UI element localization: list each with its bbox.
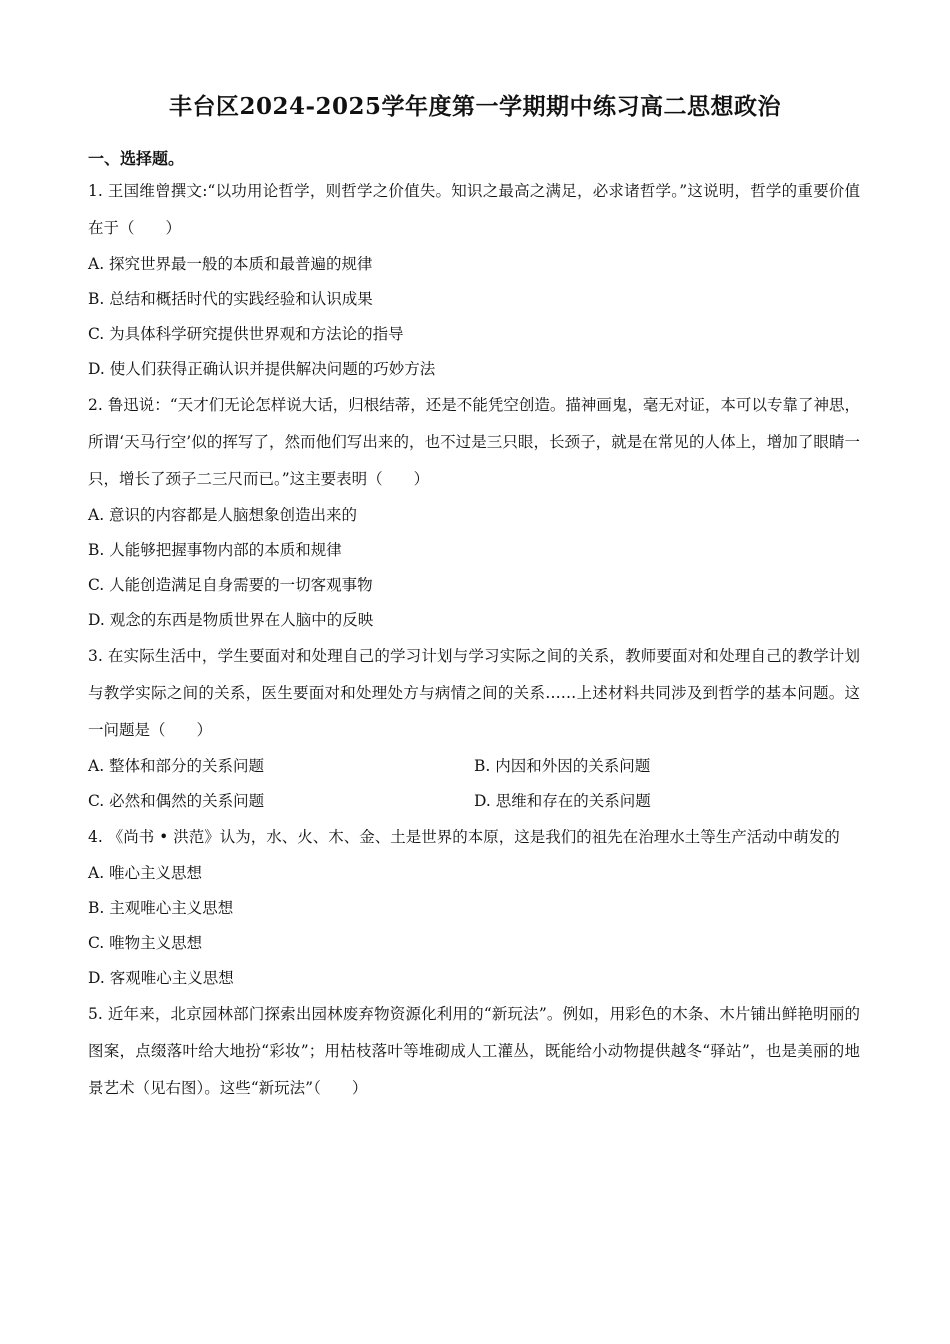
option-c: C. 唯物主义思想 [88,934,203,952]
option-b: B. 主观唯心主义思想 [88,899,234,917]
option-a: A. 整体和部分的关系问题 [88,757,265,775]
option-a: A. 探究世界最一般的本质和最普遍的规律 [88,255,373,273]
question-stem: 4. 《尚书 • 洪范》认为，水、火、木、金、土是世界的本原，这是我们的祖先在治理水土等生产活动中萌发的 [88,828,840,846]
option-c: C. 人能创造满足自身需要的一切客观事物 [88,576,373,594]
option-b: B. 内因和外因的关系问题 [474,757,651,775]
question-1 [88,173,860,387]
question-stem: 1. 王国维曾撰文:“以功用论哲学，则哲学之价值失。知识之最高之满足，必求诸哲学。”这说明，哲学的重要价值在于（ ） [88,182,860,237]
option-row [88,784,860,819]
option-a: A. 意识的内容都是人脑想象创造出来的 [88,506,358,524]
option-b: B. 总结和概括时代的实践经验和认识成果 [88,290,373,308]
option-d: D. 观念的东西是物质世界在人脑中的反映 [88,611,374,629]
option-d: D. 思维和存在的关系问题 [474,792,651,810]
question-4 [88,819,860,996]
question-stem: 5. 近年来，北京园林部门探索出园林废弃物资源化利用的“新玩法”。例如，用彩色的木条、木片铺出鲜艳明丽的图案，点缀落叶给大地扮“彩妆”；用枯枝落叶等堆砌成人工灌丛，既能给小动物提供越冬“驿站”，也是美丽的地景艺术（见右图）。这些“新玩法”（ ） [88,1005,860,1097]
question-stem: 2. 鲁迅说：“天才们无论怎样说大话，归根结蒂，还是不能凭空创造。描神画鬼，毫无对证，本可以专靠了神思，所谓‘天马行空’似的挥写了，然而他们写出来的，也不过是三只眼，长颈子，就是在常见的人体上，增加了眼睛一只，增长了颈子二三尺而已。”这主要表明（ ） [88,396,860,488]
option-row [88,749,860,784]
question-2 [88,387,860,638]
option-d: D. 客观唯心主义思想 [88,969,234,987]
questions-list [88,173,860,1107]
option-d: D. 使人们获得正确认识并提供解决问题的巧妙方法 [88,360,436,378]
option-c: C. 为具体科学研究提供世界观和方法论的指导 [88,325,404,343]
question-5 [88,996,860,1107]
section-heading: 一、选择题。 [88,149,185,168]
option-b: B. 人能够把握事物内部的本质和规律 [88,541,342,559]
document-title: 丰台区2024-2025学年度第一学期期中练习高二思想政治 [168,93,782,120]
question-3 [88,638,860,819]
question-stem: 3. 在实际生活中，学生要面对和处理自己的学习计划与学习实际之间的关系，教师要面对和处理自己的教学计划与教学实际之间的关系，医生要面对和处理处方与病情之间的关系……上述材料共同涉及到哲学的基本问题。这一问题是（ ） [88,647,860,739]
option-c: C. 必然和偶然的关系问题 [88,792,265,810]
option-a: A. 唯心主义思想 [88,864,203,882]
